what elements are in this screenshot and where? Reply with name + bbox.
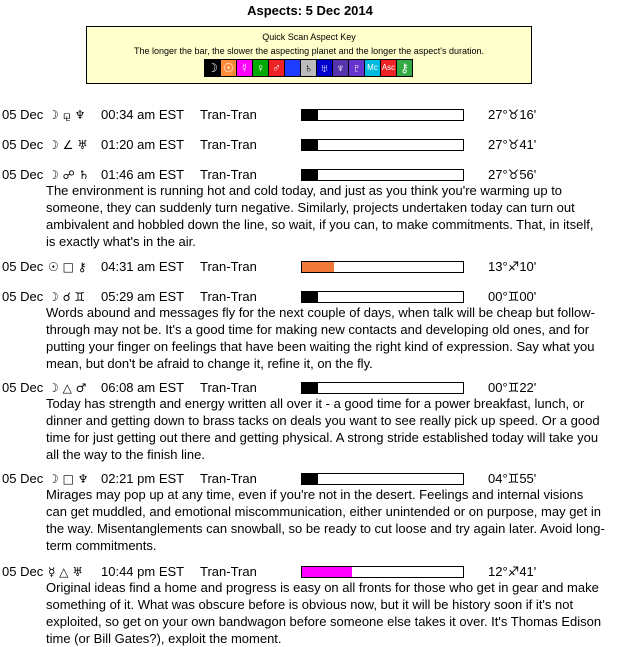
ascendant-icon: Asc [380, 59, 397, 77]
mars-icon: ♂ [268, 59, 285, 77]
duration-bar [301, 169, 464, 181]
aspect-description: Mirages may pop up at any time, even if you're not in the desert. Feelings and internal visions can get muddled, and emotional miscommunication, either unintended or on purpose, may get in the way. Misentanglements can snowball, so be ready to cut loose and try again later. Avoid long-term commitments. [46, 487, 605, 553]
aspect-description: Today has strength and energy written all over it - a good time for a power breakfast, lunch, or dinner and getting down to brass tacks on deals you want to see really pick up speed. Or a good time for just getting out there and getting physical. A strong stride established today will take you all the way to the finish line. [46, 396, 600, 462]
aspect-symbols: ☽ ∠ ♅ [48, 138, 88, 152]
aspect-row [0, 471, 620, 487]
quick-scan-key [86, 26, 532, 84]
aspect-time: 01:20 am EST [101, 137, 185, 152]
neptune-icon: ♆ [332, 59, 349, 77]
aspect-date: 05 Dec [2, 137, 44, 152]
duration-bar [301, 261, 464, 273]
moon-icon: ☽ [204, 59, 221, 77]
duration-bar-fill [302, 170, 318, 180]
aspect-date: 05 Dec [2, 167, 44, 182]
aspect-kind: Tran-Tran [200, 380, 257, 395]
aspect-row [0, 137, 620, 153]
aspect-position: 27°♉41' [488, 137, 537, 152]
duration-bar-fill [302, 383, 318, 393]
duration-bar [301, 139, 464, 151]
aspect-symbols: ☽ ☍ ♄ [48, 168, 90, 182]
aspect-position: 04°♊55' [488, 471, 537, 486]
duration-bar-fill [302, 262, 334, 272]
duration-bar-fill [302, 292, 318, 302]
saturn-icon: ♄ [300, 59, 317, 77]
aspect-kind: Tran-Tran [200, 107, 257, 122]
jupiter-icon: ♃ [284, 59, 301, 77]
aspect-kind: Tran-Tran [200, 471, 257, 486]
aspect-time: 05:29 am EST [101, 289, 185, 304]
aspect-position: 27°♉56' [488, 167, 537, 182]
aspect-kind: Tran-Tran [200, 137, 257, 152]
duration-bar [301, 291, 464, 303]
chiron-icon: ⚷ [396, 59, 413, 77]
aspect-time: 02:21 pm EST [101, 471, 185, 486]
aspect-description: Words abound and messages fly for the next couple of days, when talk will be cheap but follow-through may not be. It's a good time for making new contacts and developing old ones, and for putting your finger on feelings that have been waiting the right kind of expression. Say what you mean, but don't be afraid to change it, refine it, on the fly. [46, 305, 595, 371]
duration-bar-fill [302, 110, 318, 120]
aspect-row [0, 380, 620, 396]
aspect-row [0, 107, 620, 123]
aspect-symbols: ☽ □ ♆ [48, 472, 89, 486]
aspect-row [0, 289, 620, 305]
aspect-time: 01:46 am EST [101, 167, 185, 182]
aspect-time: 06:08 am EST [101, 380, 185, 395]
sun-icon: ☉ [220, 59, 237, 77]
aspect-symbols: ☽ ☌ ♊ [48, 290, 86, 304]
aspect-position: 12°♐41' [488, 564, 537, 579]
duration-bar-fill [302, 567, 352, 577]
key-caption: The longer the bar, the slower the aspecting planet and the longer the aspect's duration. [134, 46, 484, 56]
aspect-time: 00:34 am EST [101, 107, 185, 122]
aspect-description: The environment is running hot and cold today, and just as you think you're warming up to someone, they can suddenly turn negative. Similarly, projects undertaken today can turn out ambivalent and hobbled down the line, so wait, if you can, to make commitments. That, in itself, is exactly what's in the air. [46, 183, 594, 249]
venus-icon: ♀ [252, 59, 269, 77]
duration-bar-fill [302, 140, 318, 150]
aspect-symbols: ☉ □ ⚷ [48, 260, 87, 274]
aspect-symbols: ☽ ⚼ ♆ [48, 108, 86, 122]
aspect-kind: Tran-Tran [200, 289, 257, 304]
aspect-time: 04:31 am EST [101, 259, 185, 274]
aspect-position: 13°♐10' [488, 259, 537, 274]
aspect-kind: Tran-Tran [200, 564, 257, 579]
aspect-date: 05 Dec [2, 380, 44, 395]
aspect-time: 10:44 pm EST [101, 564, 185, 579]
duration-bar [301, 473, 464, 485]
aspect-row [0, 564, 620, 580]
midheaven-icon: Mc [364, 59, 381, 77]
aspect-description: Original ideas find a home and progress is easy on all fronts for those who get in gear and make something of it. What was obscure before is obvious now, but it will be history soon if it's not exploited, so get on your own bandwagon before someone else takes it over. It's Thomas Edison time (or Bill Gates?), exploit the moment. [46, 580, 602, 646]
key-color-legend [87, 59, 531, 77]
aspect-date: 05 Dec [2, 471, 44, 486]
aspect-row [0, 167, 620, 183]
aspect-position: 27°♉16' [488, 107, 537, 122]
aspect-position: 00°♊22' [488, 380, 537, 395]
aspect-date: 05 Dec [2, 564, 44, 579]
uranus-icon: ♅ [316, 59, 333, 77]
aspect-symbols: ☽ △ ♂ [48, 381, 87, 395]
aspect-row [0, 259, 620, 275]
page-title: Aspects: 5 Dec 2014 [247, 3, 373, 18]
key-heading: Quick Scan Aspect Key [262, 32, 356, 42]
aspect-position: 00°♊00' [488, 289, 537, 304]
pluto-icon: ♇ [348, 59, 365, 77]
mercury-icon: ☿ [236, 59, 253, 77]
aspect-date: 05 Dec [2, 289, 44, 304]
aspect-date: 05 Dec [2, 107, 44, 122]
aspect-date: 05 Dec [2, 259, 44, 274]
duration-bar [301, 109, 464, 121]
duration-bar-fill [302, 474, 318, 484]
aspect-kind: Tran-Tran [200, 259, 257, 274]
aspect-kind: Tran-Tran [200, 167, 257, 182]
duration-bar [301, 566, 464, 578]
aspect-symbols: ☿ △ ♅ [48, 565, 83, 579]
duration-bar [301, 382, 464, 394]
